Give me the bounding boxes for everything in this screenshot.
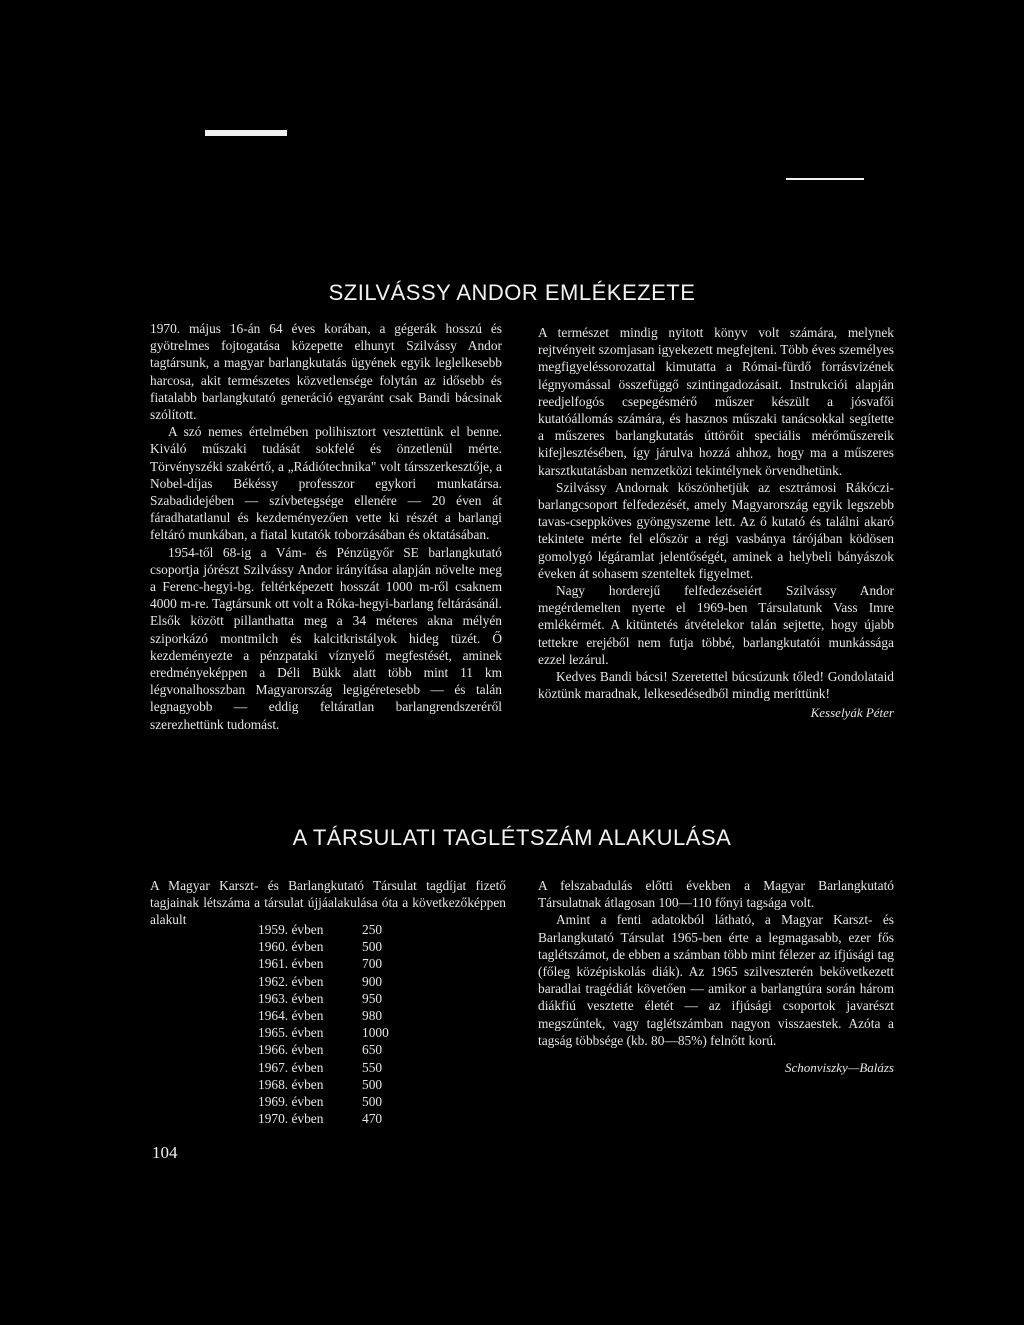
memorial-signature: Kesselyák Péter bbox=[810, 705, 894, 721]
count-cell: 500 bbox=[362, 1076, 383, 1092]
article-title-membership: A TÁRSULATI TAGLÉTSZÁM ALAKULÁSA bbox=[292, 825, 732, 850]
table-row bbox=[258, 1059, 402, 1076]
count-cell: 1000 bbox=[362, 1025, 389, 1041]
count-cell: 470 bbox=[362, 1111, 383, 1127]
membership-paragraph: Amint a fenti adatokból látható, a Magyar Karszt- és Barlangkutató Társulat 1965-ben érte a legmagasabb, ezer fős taglétszámot, de ebben a számban több mint félezer az ifjúsági tag (főleg középiskolás diák). Az 1965 szilveszterén bekövetkezett baradlai tragédiát követően — amikor a barlangtúra során három diákfiú vesztette életét — az ifjúsági csoportok javarészt megszűntek, vagy taglétszámban nagyon visszaestek. Azóta a tagság többsége (kb. 80—85%) felnőtt korú. bbox=[538, 912, 894, 1048]
year-cell: 1964. évben bbox=[258, 1008, 324, 1024]
memorial-left-column bbox=[150, 320, 502, 733]
memorial-paragraph: A természet mindig nyitott könyv volt számára, melynek rejtvényeit szomjasan igyekezett megfejteni. Több éves személyes megfigyeléssorozattal kimutatta a Római-fürdő forrásvizének légnyomással összefüggő szintingadozásait. Instrukciói alapján reedjelfogós csepegésmérő műszer készült a jósvafői kutatóállomás számára, és hasznos műszaki tanácsokkal segítette a műszeres barlangkutatás úttörőit speciális mérőműszereik kifejlesztésében, így járulva hozzá ahhoz, hogy ma a műszeres karsztkutatásban nemzetközi tekintélynek örvendhetünk. bbox=[538, 325, 894, 478]
year-cell: 1961. évben bbox=[258, 956, 324, 972]
count-cell: 250 bbox=[362, 922, 383, 937]
table-row bbox=[258, 1041, 402, 1058]
top-decorative-bar bbox=[205, 130, 287, 136]
year-cell: 1960. évben bbox=[258, 939, 324, 955]
year-cell: 1959. évben bbox=[258, 922, 324, 937]
year-cell: 1970. évben bbox=[258, 1111, 324, 1127]
membership-signature: Schonviszky—Balázs bbox=[784, 1060, 894, 1076]
table-row bbox=[258, 1076, 402, 1093]
memorial-paragraph: 1954-től 68-ig a Vám- és Pénzügyőr SE barlangkutató csoportja jórészt Szilvássy Andor irányítása alapján növelte meg a Ferenc-hegyi-bg. feltérképezett hosszát 1000 m-ről csaknem 4000 m-re. Tagtársunk ott volt a Róka-hegyi-barlang feltárásánál. Elsők között pillanthatta meg a 34 méteres akna mélyén sziporkázó montmilch és kalcitkristályok hideg tüzét. Ő kezdeményezte a pénzpataki víznyelő megfestését, aminek eredményeképpen a Déli Bükk alatt több mint 11 km légvonalhosszban Magyarország legigéretesebb — és talán legnagyobb — eddig feltáratlan barlangrendszeréről szerezhettünk tudomást. bbox=[150, 544, 502, 732]
table-row bbox=[258, 1093, 402, 1110]
memorial-paragraph: Szilvássy Andornak köszönhetjük az esztrámosi Rákóczi-barlangcsoport felfedezését, amely Magyarország egyik legszebb tavas-cseppköves gyöngyszeme lett. Az ő kutató és találni akaró tekintete mérte fel először a régi vasbánya tárójában ködösen gomolygó légáramlat jelentőségét, aminek a helybeli bányászok éveken át sohasem szenteltek figyelmet. bbox=[538, 479, 894, 581]
table-row bbox=[258, 1007, 402, 1024]
table-row bbox=[258, 1024, 402, 1041]
count-cell: 700 bbox=[362, 956, 383, 972]
table-row bbox=[258, 990, 402, 1007]
membership-intro-text: A Magyar Karszt- és Barlangkutató Társulat tagdíjat fizető tagjainak létszáma a társulat újjáalakulása óta a következőképpen alakult bbox=[150, 878, 506, 928]
table-row bbox=[258, 921, 402, 938]
table-row bbox=[258, 938, 402, 955]
memorial-paragraph: A szó nemes értelmében polihisztort vesztettünk el benne. Kiváló műszaki tudását sokfelé és önzetlenül mérte. Törvényszéki szakértő, a „Rádiótechnika" volt társszerkesztője, a Nobel-díjas Békéssy professzor egykori munkatársa. Szabadidejében — szívbetegsége ellenére — 20 éven át fáradhatatlanul és kezdeményezően vette ki részét a barlangi feltáró munkában, a fiatal kutatók toborzásában és oktatásában. bbox=[150, 424, 502, 543]
count-cell: 900 bbox=[362, 973, 383, 989]
year-cell: 1967. évben bbox=[258, 1059, 324, 1075]
count-cell: 500 bbox=[362, 1094, 383, 1110]
table-row bbox=[258, 955, 402, 972]
article-title-memorial: SZILVÁSSY ANDOR EMLÉKEZETE bbox=[328, 280, 696, 305]
membership-right-column bbox=[538, 877, 894, 1076]
top-right-rule bbox=[786, 178, 864, 180]
year-cell: 1965. évben bbox=[258, 1025, 324, 1041]
page-number: 104 bbox=[152, 1143, 178, 1162]
memorial-paragraph: Nagy horderejű felfedezéseiért Szilvássy Andor megérdemelten nyerte el 1969-ben Társulatunk Vass Imre emlékérmét. A kitüntetés átvételekor talán sejtette, hogy újabb tettekre erejéből nem futja többé, barlangkutatói munkássága ezzel lezárul. bbox=[538, 583, 894, 667]
count-cell: 650 bbox=[362, 1042, 383, 1058]
year-cell: 1968. évben bbox=[258, 1076, 324, 1092]
year-cell: 1963. évben bbox=[258, 990, 324, 1006]
membership-paragraph: A felszabadulás előtti években a Magyar Barlangkutató Társulatnak átlagosan 100—110 főnyi tagsága volt. bbox=[538, 878, 894, 911]
count-cell: 980 bbox=[362, 1008, 383, 1024]
membership-table bbox=[258, 921, 402, 1127]
count-cell: 550 bbox=[362, 1059, 383, 1075]
memorial-paragraph: 1970. május 16-án 64 éves korában, a gégerák hosszú és gyötrelmes fojtogatása közepette elhunyt Szilvássy Andor tagtársunk, a magyar barlangkutatás ügyének egyik leglelkesebb harcosa, akit természetes közvetlensége folytán az idősebb és fiatalabb barlangkutató generáció egyaránt csak Bandi bácsinak szólított. bbox=[150, 321, 502, 423]
count-cell: 500 bbox=[362, 939, 383, 955]
memorial-paragraph: Kedves Bandi bácsi! Szeretettel búcsúzunk tőled! Gondolataid köztünk maradnak, lelkesedésedből mindig meríttünk! bbox=[538, 669, 894, 702]
year-cell: 1962. évben bbox=[258, 973, 324, 989]
table-row bbox=[258, 1110, 402, 1127]
year-cell: 1966. évben bbox=[258, 1042, 324, 1058]
table-row bbox=[258, 973, 402, 990]
count-cell: 950 bbox=[362, 990, 383, 1006]
year-cell: 1969. évben bbox=[258, 1094, 324, 1110]
memorial-right-column bbox=[538, 324, 894, 722]
